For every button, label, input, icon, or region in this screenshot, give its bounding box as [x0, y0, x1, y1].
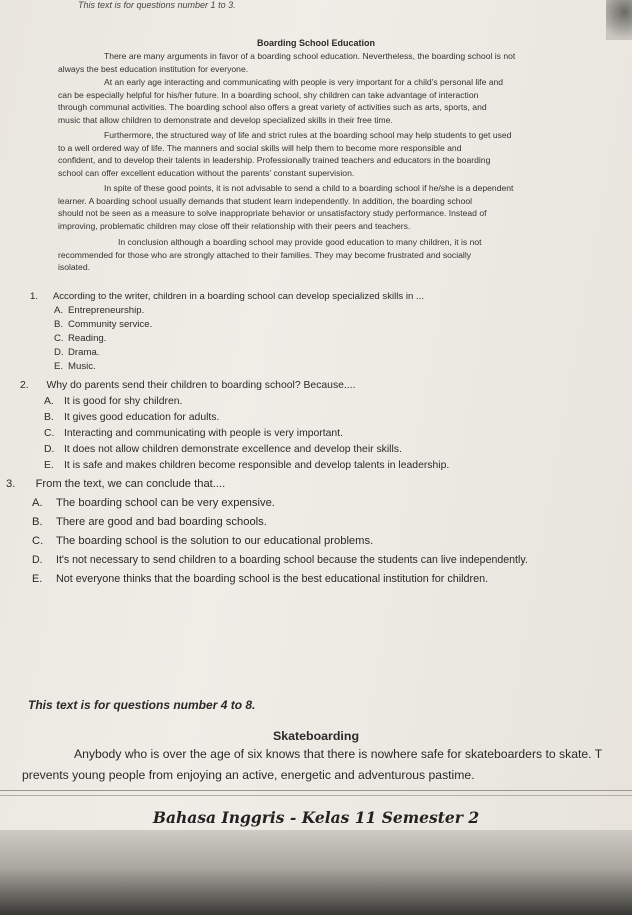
- option-text: Reading.: [68, 333, 107, 344]
- question-number: 1.: [30, 291, 39, 302]
- section-header-2: This text is for questions number 4 to 8.: [28, 698, 256, 712]
- option-text: It gives good education for adults.: [64, 412, 220, 423]
- question-text: Why do parents send their children to boarding school? Because....: [46, 380, 356, 391]
- text-line: to a well ordered way of life. The manners and social skills will help them to become more responsible and: [58, 142, 462, 153]
- option-text: Interacting and communicating with people is very important.: [64, 428, 343, 439]
- option-text: It is good for shy children.: [64, 396, 183, 407]
- option-3a[interactable]: [32, 497, 275, 509]
- text-line: confident, and to develop their talents in leadership. Professionally trained teachers and educators in the boarding: [58, 155, 491, 166]
- question-text: From the text, we can conclude that....: [35, 478, 226, 490]
- option-text: Entrepreneurship.: [68, 305, 145, 316]
- passage-paragraph-5: [58, 236, 598, 274]
- option-letter: C.: [32, 535, 44, 547]
- option-1b[interactable]: [54, 319, 152, 330]
- text-line: can be especially helpful for his/her future. In a boarding school, shy children can take advantage of interaction: [58, 89, 479, 100]
- option-text: There are good and bad boarding schools.: [56, 516, 267, 528]
- text-line: always the best education institution for everyone.: [58, 63, 249, 74]
- text-line: In spite of these good points, it is not advisable to send a child to a boarding school if he/she is a dependent: [104, 183, 514, 193]
- option-3c[interactable]: [32, 535, 373, 547]
- option-1a[interactable]: [54, 305, 144, 316]
- passage-title: Boarding School Education: [256, 38, 375, 48]
- option-2d[interactable]: [44, 444, 402, 455]
- question-1: [30, 291, 424, 302]
- passage2-line-2: prevents young people from enjoying an active, energetic and adventurous pastime.: [22, 768, 475, 782]
- text-line: Furthermore, the structured way of life and strict rules at the boarding school may help students to get used: [104, 130, 512, 140]
- passage-paragraph-4: [58, 182, 598, 232]
- option-letter: A.: [32, 497, 43, 509]
- text-line: through communal activities. The boarding school also offers a great variety of activities such as arts, sports, and: [58, 102, 487, 113]
- option-2c[interactable]: [44, 428, 343, 439]
- option-text: It's not necessary to send children to a boarding school because the students can live independently.: [56, 554, 528, 566]
- question-number: 2.: [20, 380, 29, 391]
- option-text: The boarding school is the solution to our educational problems.: [56, 535, 374, 547]
- option-1d[interactable]: [54, 347, 99, 358]
- question-number: 3.: [6, 478, 16, 490]
- option-3d[interactable]: [32, 554, 528, 566]
- option-text: It does not allow children demonstrate excellence and develop their skills.: [64, 444, 402, 455]
- passage-paragraph-1: [58, 50, 598, 75]
- question-3: [6, 478, 225, 490]
- option-letter: C.: [44, 428, 55, 439]
- option-letter: A.: [54, 305, 64, 316]
- option-letter: B.: [32, 516, 43, 528]
- text-line: improving, problematic children may close off their relationship with their peers and teachers.: [58, 220, 411, 231]
- option-text: The boarding school can be very expensive.: [56, 497, 275, 509]
- text-line: In conclusion although a boarding school may provide good education to many children, it is not: [118, 237, 482, 247]
- page-shadow-bottom: [0, 830, 632, 915]
- option-2a[interactable]: [44, 396, 182, 407]
- option-2b[interactable]: [44, 412, 219, 423]
- passage-title-2: Skateboarding: [272, 729, 360, 743]
- question-text: According to the writer, children in a boarding school can develop specialized skills in ...: [52, 291, 424, 302]
- option-letter: C.: [54, 333, 64, 344]
- option-2e[interactable]: [44, 460, 449, 471]
- passage-paragraph-3: [58, 129, 598, 179]
- section-header: This text is for questions number 1 to 3.: [78, 0, 236, 10]
- option-text: It is safe and makes children become responsible and develop talents in leadership.: [64, 460, 450, 471]
- text-line: recommended for those who are strongly attached to their families. They may become frustrated and socially: [58, 249, 472, 260]
- option-letter: A.: [44, 396, 54, 407]
- option-text: Drama.: [68, 347, 100, 358]
- page-footer: Bahasa Inggris - Kelas 11 Semester 2: [152, 808, 480, 827]
- footer-divider: [0, 795, 632, 796]
- option-letter: B.: [54, 319, 64, 330]
- option-text: Music.: [68, 361, 96, 372]
- text-line: music that allow children to demonstrate and develop specialized skills in their free time.: [58, 114, 393, 125]
- option-1c[interactable]: [54, 333, 106, 344]
- text-line: At an early age interacting and communicating with people is very important for a child's personal life and: [104, 77, 504, 87]
- option-letter: D.: [54, 347, 64, 358]
- text-line: isolated.: [58, 262, 91, 273]
- option-letter: E.: [32, 573, 43, 585]
- passage-paragraph-2: [58, 76, 598, 126]
- option-letter: B.: [44, 412, 54, 423]
- option-letter: E.: [44, 460, 54, 471]
- option-letter: D.: [44, 444, 55, 455]
- option-3b[interactable]: [32, 516, 267, 528]
- option-text: Not everyone thinks that the boarding school is the best educational institution for children.: [56, 573, 489, 585]
- text-line: learner. A boarding school usually demands that student learn independently. In addition, the boarding school: [58, 195, 473, 206]
- option-1e[interactable]: [54, 361, 96, 372]
- passage2-line-1: Anybody who is over the age of six knows that there is nowhere safe for skateboarders to skate. T: [74, 747, 603, 761]
- option-text: Community service.: [68, 319, 153, 330]
- option-letter: E.: [54, 361, 64, 372]
- option-3e[interactable]: [32, 573, 488, 585]
- option-letter: D.: [32, 554, 43, 566]
- question-2: [20, 380, 355, 391]
- footer-divider: [0, 790, 632, 791]
- text-line: There are many arguments in favor of a boarding school education. Nevertheless, the boarding school is not: [104, 51, 516, 61]
- text-line: school can offer excellent education without the parents' constant supervision.: [58, 167, 355, 178]
- text-line: should not be seen as a measure to solve inappropriate behavior or unsatisfactory study performance. Instead of: [58, 208, 487, 219]
- page-shadow-corner: [606, 0, 632, 40]
